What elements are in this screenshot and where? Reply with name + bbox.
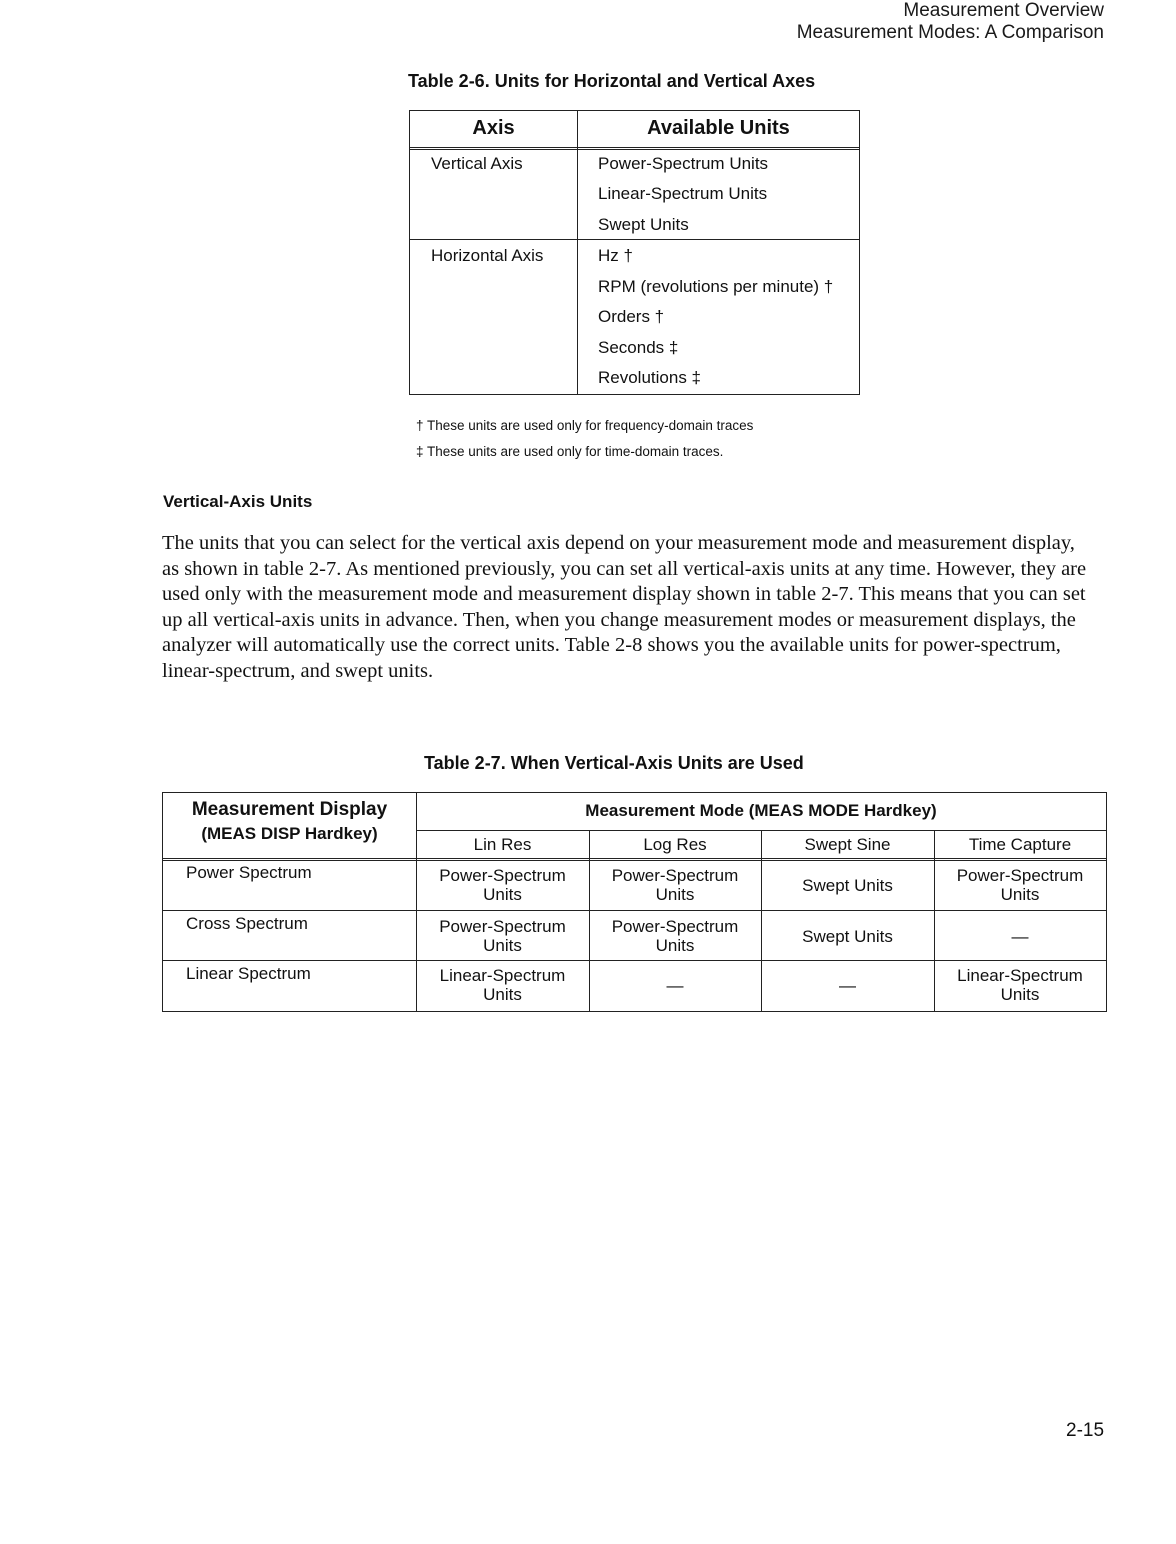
column-divider	[577, 111, 578, 394]
table-cell: Power-Spectrum Units	[611, 917, 739, 955]
table-cell: Swept Units	[802, 926, 893, 946]
row-label-linear-spectrum: Linear Spectrum	[186, 964, 311, 983]
column-header-axis: Axis	[472, 117, 515, 139]
unit-cell: Power-Spectrum Units	[598, 154, 769, 173]
mode-header: Measurement Mode (MEAS MODE Hardkey)	[585, 801, 937, 820]
unit-cell: Revolutions ‡	[598, 368, 702, 387]
table-cell: —	[1011, 926, 1029, 946]
unit-cell: Swept Units	[598, 215, 689, 234]
mode-header-time-capture: Time Capture	[968, 835, 1072, 854]
table-cell: Power-Spectrum Units	[611, 866, 739, 904]
row-divider	[163, 910, 1106, 911]
column-header-available-units: Available Units	[647, 117, 790, 139]
running-header-chapter: Measurement Overview	[903, 0, 1104, 21]
body-paragraph: The units that you can select for the vertical axis depend on your measurement mode and measurement display, as shown in table 2-7. As mentioned previously, you can set all vertical-axis units at any time. However, they are used only with the measurement mode and measurement display shown in table 2-7. This means that you can set up all vertical-axis units in advance. Then, when you change measurement modes or measurement displays, the analyzer will automatically use the correct units. Table 2-8 shows you the available units for power-spectrum, linear-spectrum, and swept units.	[162, 532, 1087, 682]
table-2-6	[409, 110, 860, 395]
footnote-double-dagger: ‡ These units are used only for time-domain traces.	[416, 444, 724, 459]
row-label-power-spectrum: Power Spectrum	[186, 863, 312, 882]
unit-cell: Seconds ‡	[598, 338, 679, 357]
page-number: 2-15	[1066, 1420, 1105, 1441]
row-divider	[410, 239, 859, 240]
section-heading: Vertical-Axis Units	[163, 492, 313, 511]
table-cell: Power-Spectrum Units	[439, 917, 566, 955]
unit-cell: Hz †	[598, 246, 633, 265]
table-cell: Linear-Spectrum Units	[439, 966, 566, 1004]
display-header-line1: Measurement Display	[191, 799, 388, 820]
running-header-section: Measurement Modes: A Comparison	[796, 22, 1104, 43]
mode-header-log-res: Log Res	[643, 835, 707, 854]
mode-header-swept-sine: Swept Sine	[804, 835, 891, 854]
table-2-7	[162, 792, 1107, 1012]
axis-cell: Vertical Axis	[431, 154, 523, 173]
header-subdivider	[416, 830, 1106, 831]
table-cell: Power-Spectrum Units	[956, 866, 1084, 904]
axis-cell: Horizontal Axis	[431, 246, 544, 265]
mode-header-lin-res: Lin Res	[473, 835, 532, 854]
table-cell: Swept Units	[802, 875, 893, 895]
unit-cell: RPM (revolutions per minute) †	[598, 277, 834, 296]
unit-cell: Orders †	[598, 307, 665, 326]
table-cell: Power-Spectrum Units	[439, 866, 566, 904]
header-divider	[410, 147, 859, 150]
row-label-cross-spectrum: Cross Spectrum	[186, 914, 308, 933]
unit-cell: Linear-Spectrum Units	[598, 184, 768, 203]
table-cell: —	[839, 975, 856, 995]
table-2-7-title: Table 2-7. When Vertical-Axis Units are Used	[424, 753, 804, 773]
table-2-6-title: Table 2-6. Units for Horizontal and Vertical Axes	[408, 71, 816, 91]
table-cell: —	[666, 975, 684, 995]
row-divider	[163, 960, 1106, 961]
table-cell: Linear-Spectrum Units	[957, 966, 1083, 1004]
display-header-line2: (MEAS DISP Hardkey)	[201, 824, 378, 843]
footnote-dagger: † These units are used only for frequency-domain traces	[416, 418, 754, 433]
